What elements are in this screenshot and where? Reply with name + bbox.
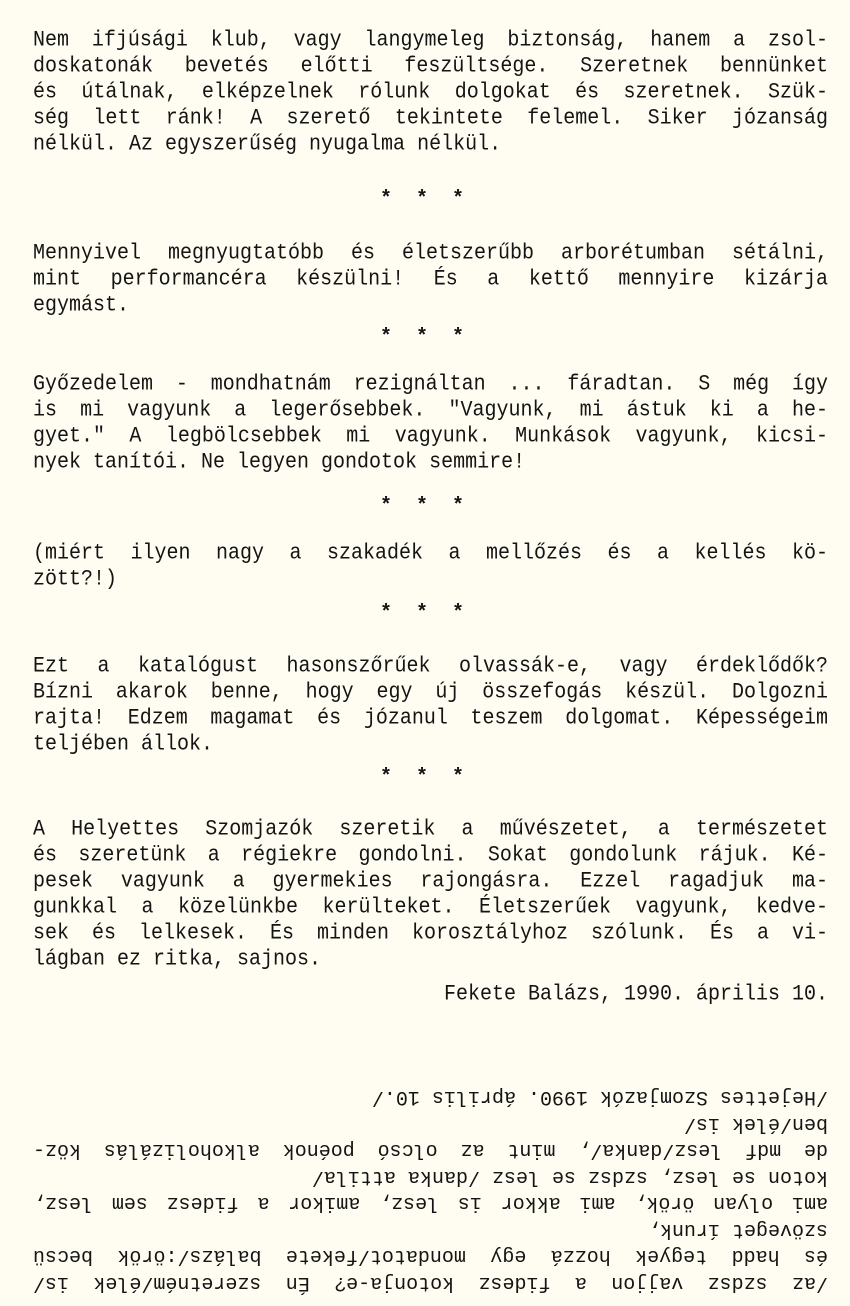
- text-line: és útálnak, elképzelnek rólunk dolgokat és szeretnek. Szük-: [33, 79, 828, 106]
- text-line: zött?!): [33, 566, 118, 593]
- text-line: Bízni akarok benne, hogy egy új összefogás készül. Dolgozni: [33, 679, 828, 706]
- text-line: rajta! Edzem magamat és józanul teszem dolgomat. Képességeim: [33, 705, 828, 732]
- section-separator: * * *: [379, 766, 470, 789]
- note-line: ben/élek is/: [683, 1112, 828, 1135]
- text-line: sek és lelkesek. És minden korosztályhoz szólunk. És a vi-: [33, 920, 828, 947]
- text-line: Ezt a katalógust hasonszőrűek olvassák-e, vagy érdeklődők?: [33, 653, 828, 680]
- note-line: /Hejettes Szomjazók 1990. április 10./: [371, 1085, 828, 1109]
- text-line: mint performancéra készülni! És a kettő mennyire kizárja: [33, 266, 828, 293]
- paragraph-4: [33, 541, 828, 593]
- paragraph-3: [33, 372, 828, 476]
- text-line: Nem ifjúsági klub, vagy langymeleg biztonság, hanem a zsol-: [33, 27, 828, 54]
- paragraph-1: [33, 28, 828, 158]
- text-line: gyet." A legbölcsebbek mi vagyunk. Munkások vagyunk, kicsi-: [33, 423, 828, 450]
- note-line: és hadd tegyek hozzá egy mondatot/fekete balázs/:örök becsü: [33, 1244, 828, 1268]
- text-line: (miért ilyen nagy a szakadék a mellőzés és a kellés kö-: [33, 540, 828, 567]
- text-line: is mi vagyunk a legerősebbek. "Vagyunk, mi ástuk ki a he-: [33, 397, 828, 424]
- text-line: nélkül. Az egyszerűség nyugalma nélkül.: [33, 131, 502, 158]
- note-line: /az szdsz vajjon a fidesz kotonja-e? Én szeretném/élek is/: [33, 1271, 828, 1294]
- text-line: pesek vagyunk a gyermekies rajongásra. Ezzel ragadjuk ma-: [33, 868, 828, 895]
- text-line: nyek tanítói. Ne legyen gondotok semmire!: [33, 449, 526, 476]
- note-line: szöveget írunk,: [647, 1218, 828, 1241]
- text-line: Mennyivel megnyugtatóbb és életszerűbb arborétumban sétálni,: [33, 240, 828, 267]
- section-separator: * * *: [379, 326, 470, 349]
- section-separator: * * *: [379, 602, 470, 625]
- text-line: Győzedelem - mondhatnám rezignáltan ... fáradtan. S még így: [33, 371, 828, 398]
- section-separator: * * *: [379, 188, 470, 211]
- text-line: A Helyettes Szomjazók szeretik a művészetet, a természetet: [33, 816, 828, 843]
- text-line: egymást.: [33, 292, 130, 319]
- section-separator: * * *: [379, 495, 470, 518]
- paragraph-5: [33, 654, 828, 758]
- text-line: ség lett ránk! A szerető tekintete felemel. Siker józanság: [33, 105, 828, 132]
- note-line: de mdf lesz/danka/, mint az olcsó poénok alkoholizálás köz-: [33, 1138, 828, 1162]
- text-line: teljében állok.: [33, 731, 214, 758]
- text-line: gunkkal a közelünkbe kerülteket. Életszerűek vagyunk, kedve-: [33, 894, 828, 921]
- text-line: doskatonák bevetés előtti feszültsége. Szeretnek bennünket: [33, 53, 828, 80]
- text-line: lágban ez ritka, sajnos.: [33, 946, 322, 973]
- signature: Fekete Balázs, 1990. április 10.: [443, 981, 828, 1008]
- text-line: és szeretünk a régiekre gondolni. Sokat gondolunk rájuk. Ké-: [33, 842, 828, 869]
- upside-down-note: [33, 1045, 828, 1295]
- paragraph-6: [33, 817, 828, 973]
- note-line: koton se lesz, szdsz se lesz /danka attila/: [311, 1165, 828, 1188]
- note-line: ami olyan örök, ami akkor is lesz, amikor a fidesz sem lesz,: [33, 1191, 828, 1215]
- paragraph-2: [33, 241, 828, 319]
